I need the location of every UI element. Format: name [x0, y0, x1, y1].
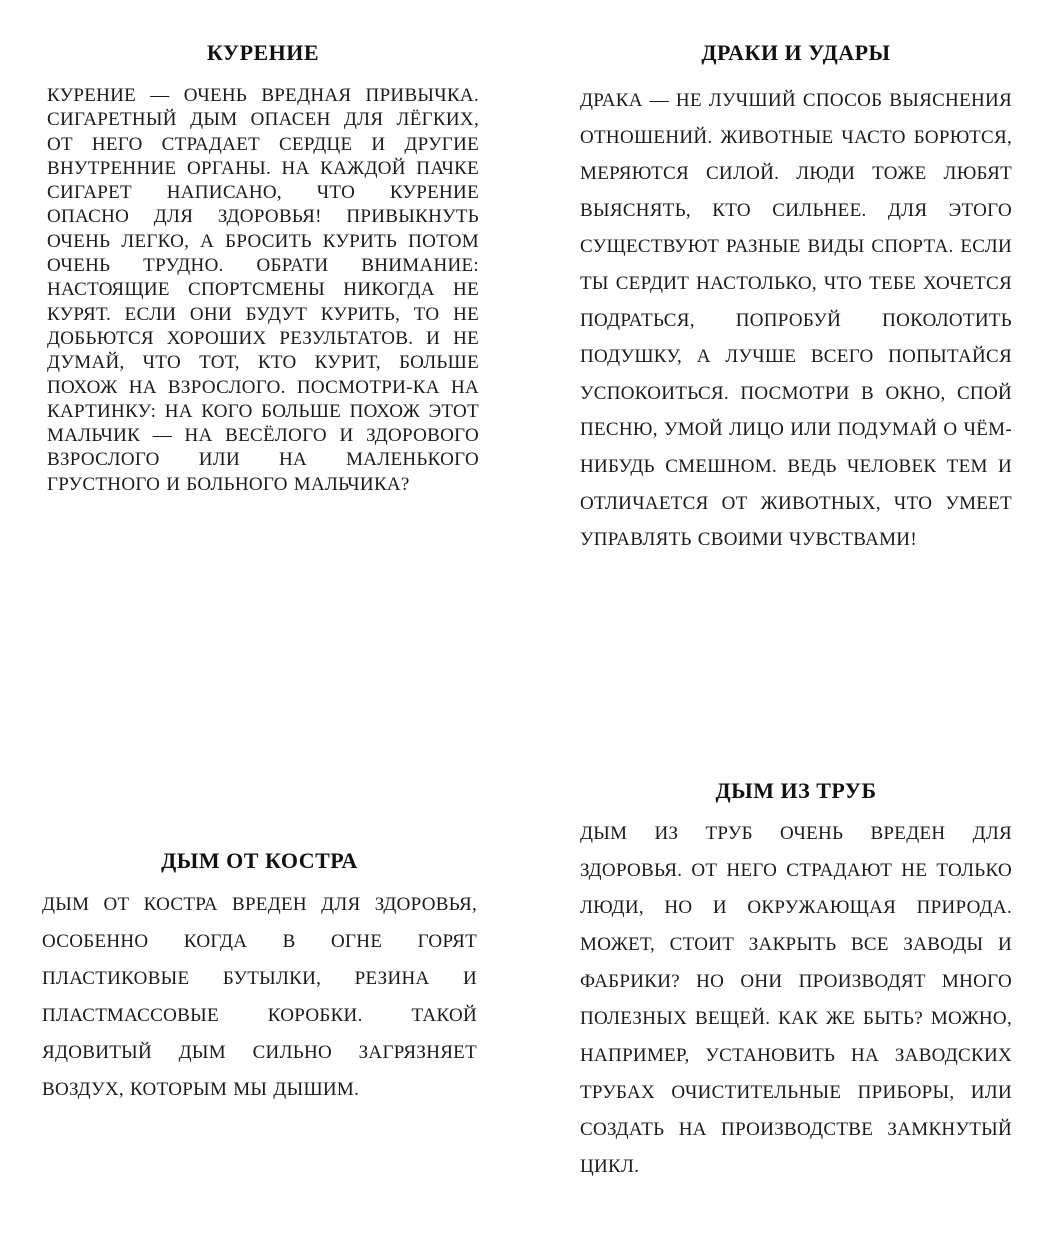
section-body: ДЫМ ИЗ ТРУБ ОЧЕНЬ ВРЕДЕН ДЛЯ ЗДОРОВЬЯ. ОТ НЕГО СТРАДАЮТ НЕ ТОЛЬКО ЛЮДИ, НО И ОКРУЖАЮЩАЯ ПРИРОДА. МОЖЕТ, СТОИТ ЗАКРЫТЬ ВСЕ ЗАВОДЫ И ФАБРИКИ? НО ОНИ ПРОИЗВОДЯТ МНОГО ПОЛЕЗНЫХ ВЕЩЕЙ. КАК ЖЕ БЫТЬ? МОЖНО, НАПРИМЕР, УСТАНОВИТЬ НА ЗАВОДСКИХ ТРУБАХ ОЧИСТИТЕЛЬНЫЕ ПРИБОРЫ, ИЛИ СОЗДАТЬ НА ПРОИЗВОДСТВЕ ЗАМКНУТЫЙ ЦИКЛ.	[580, 823, 1012, 1177]
section-title: КУРЕНИЕ	[206, 40, 320, 65]
section-fights	[580, 40, 1012, 559]
section-campfire	[42, 848, 477, 1108]
section-title: ДРАКИ И УДАРЫ	[701, 40, 891, 65]
section-body: ДЫМ ОТ КОСТРА ВРЕДЕН ДЛЯ ЗДОРОВЬЯ, ОСОБЕННО КОГДА В ОГНЕ ГОРЯТ ПЛАСТИКОВЫЕ БУТЫЛКИ, РЕЗИНА И ПЛАСТМАССОВЫЕ КОРОБКИ. ТАКОЙ ЯДОВИТЫЙ ДЫМ СИЛЬНО ЗАГРЯЗНЯЕТ ВОЗДУХ, КОТОРЫМ МЫ ДЫШИМ.	[42, 894, 477, 1100]
section-chimney	[580, 778, 1012, 1185]
section-title: ДЫМ ОТ КОСТРА	[161, 848, 358, 873]
section-body: КУРЕНИЕ — ОЧЕНЬ ВРЕДНАЯ ПРИВЫЧКА. СИГАРЕТНЫЙ ДЫМ ОПАСЕН ДЛЯ ЛЁГКИХ, ОТ НЕГО СТРАДАЕТ СЕРДЦЕ И ДРУГИЕ ВНУТРЕННИЕ ОРГАНЫ. НА КАЖДОЙ ПАЧКЕ СИГАРЕТ НАПИСАНО, ЧТО КУРЕНИЕ ОПАСНО ДЛЯ ЗДОРОВЬЯ! ПРИВЫКНУТЬ ОЧЕНЬ ЛЕГКО, А БРОСИТЬ КУРИТЬ ПОТОМ ОЧЕНЬ ТРУДНО. ОБРАТИ ВНИМАНИЕ: НАСТОЯЩИЕ СПОРТСМЕНЫ НИКОГДА НЕ КУРЯТ. ЕСЛИ ОНИ БУДУТ КУРИТЬ, ТО НЕ ДОБЬЮТСЯ ХОРОШИХ РЕЗУЛЬТАТОВ. И НЕ ДУМАЙ, ЧТО ТОТ, КТО КУРИТ, БОЛЬШЕ ПОХОЖ НА ВЗРОСЛОГО. ПОСМОТРИ-КА НА КАРТИНКУ: НА КОГО БОЛЬШЕ ПОХОЖ ЭТОТ МАЛЬЧИК — НА ВЕСЁЛОГО И ЗДОРОВОГО ВЗРОСЛОГО ИЛИ НА МАЛЕНЬКОГО ГРУСТНОГО И БОЛЬНОГО МАЛЬЧИКА?	[47, 85, 479, 495]
section-smoking	[47, 40, 479, 497]
section-body: ДРАКА — НЕ ЛУЧШИЙ СПОСОБ ВЫЯСНЕНИЯ ОТНОШЕНИЙ. ЖИВОТНЫЕ ЧАСТО БОРЮТСЯ, МЕРЯЮТСЯ СИЛОЙ. ЛЮДИ ТОЖЕ ЛЮБЯТ ВЫЯСНЯТЬ, КТО СИЛЬНЕЕ. ДЛЯ ЭТОГО СУЩЕСТВУЮТ РАЗНЫЕ ВИДЫ СПОРТА. ЕСЛИ ТЫ СЕРДИТ НАСТОЛЬКО, ЧТО ТЕБЕ ХОЧЕТСЯ ПОДРАТЬСЯ, ПОПРОБУЙ ПОКОЛОТИТЬ ПОДУШКУ, А ЛУЧШЕ ВСЕГО ПОПЫТАЙСЯ УСПОКОИТЬСЯ. ПОСМОТРИ В ОКНО, СПОЙ ПЕСНЮ, УМОЙ ЛИЦО ИЛИ ПОДУМАЙ О ЧЁМ-НИБУДЬ СМЕШНОМ. ВЕДЬ ЧЕЛОВЕК ТЕМ И ОТЛИЧАЕТСЯ ОТ ЖИВОТНЫХ, ЧТО УМЕЕТ УПРАВЛЯТЬ СВОИМИ ЧУВСТВАМИ!	[580, 90, 1012, 551]
section-title: ДЫМ ИЗ ТРУБ	[715, 778, 877, 803]
